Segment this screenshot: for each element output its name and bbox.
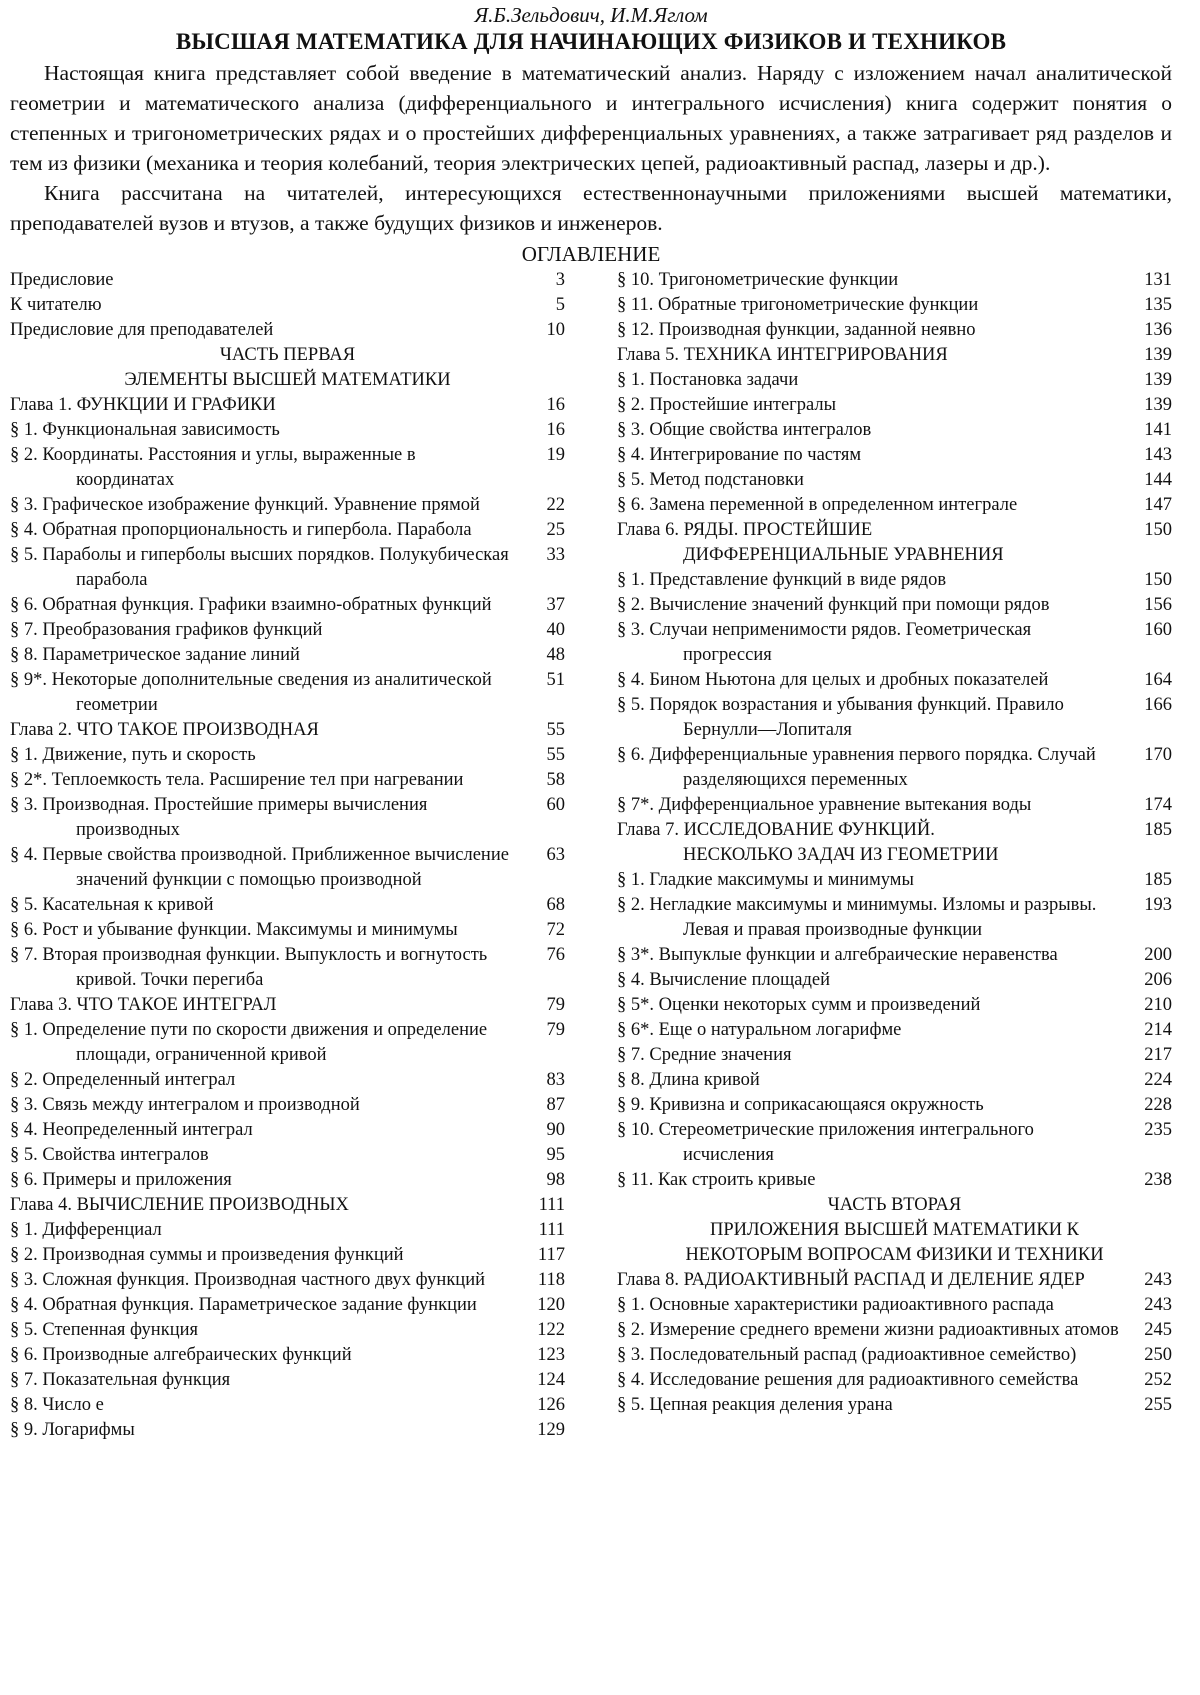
toc-entry-title: § 3. Сложная функция. Производная частного двух функций [10,1270,486,1290]
toc-entry-page: 16 [546,395,565,415]
toc-entry-page: 217 [1144,1045,1172,1065]
toc-entry-page: 243 [1144,1270,1172,1290]
toc-entry-page: 51 [546,670,565,690]
toc-entry[interactable] [10,943,565,993]
toc-entry[interactable] [10,1368,565,1393]
toc-entry-page: 144 [1144,470,1172,490]
book-title: ВЫСШАЯ МАТЕМАТИКА ДЛЯ НАЧИНАЮЩИХ ФИЗИКОВ И ТЕХНИКОВ [175,29,1007,54]
toc-columns [10,268,1172,1443]
toc-entry[interactable] [617,693,1172,743]
toc-entry-title: § 1. Определение пути по скорости движения и определение площади, ограниченной кривой [10,1020,488,1065]
toc-entry[interactable] [617,318,1172,343]
toc-entry-title: Предисловие [10,270,114,290]
toc-entry-title: § 3. Связь между интегралом и производной [10,1095,360,1115]
toc-entry-title: § 5. Цепная реакция деления урана [617,1395,893,1415]
toc-entry-title: § 1. Основные характеристики радиоактивного распада [617,1295,1054,1315]
toc-entry[interactable] [10,1393,565,1418]
toc-entry[interactable] [617,443,1172,468]
toc-entry-title: § 5. Степенная функция [10,1320,198,1340]
toc-entry-title: Глава 8. РАДИОАКТИВНЫЙ РАСПАД И ДЕЛЕНИЕ ЯДЕР [617,1270,1085,1290]
toc-entry[interactable] [617,618,1172,668]
toc-entry-page: 117 [537,1245,565,1265]
toc-entry-page: 156 [1144,595,1172,615]
toc-entry[interactable] [617,343,1172,368]
toc-entry-title: § 4. Бином Ньютона для целых и дробных показателей [617,670,1049,690]
toc-entry[interactable] [617,368,1172,393]
toc-entry[interactable] [617,1393,1172,1418]
toc-entry-page: 135 [1144,295,1172,315]
toc-entry[interactable] [617,993,1172,1018]
annotation-paragraph-1: Настоящая книга представляет собой введение в математический анализ. Наряду с изложением начал аналитической геометрии и математического анализа (дифференциального и интегрального исчисления) книга содержит понятия о степенных и тригонометрических рядах и о простейших дифференциальных уравнениях, а также затрагивает ряд разделов и тем из физики (механика и теория колебаний, теория электрических цепей, радиоактивный распад, лазеры и др.). [10,61,1172,175]
toc-entry[interactable] [10,618,565,643]
toc-entry[interactable] [617,1118,1172,1168]
toc-entry[interactable] [10,1243,565,1268]
toc-entry-page: 48 [546,645,565,665]
toc-entry-page: 139 [1144,395,1172,415]
toc-entry-title: § 6. Производные алгебраических функций [10,1345,352,1365]
toc-entry-page: 10 [546,320,565,340]
toc-entry-title: § 4. Неопределенный интеграл [10,1120,253,1140]
toc-entry[interactable] [10,718,565,743]
toc-entry-page: 55 [546,720,565,740]
toc-entry[interactable] [10,1143,565,1168]
toc-entry-page: 3 [555,270,565,290]
toc-entry-title: § 1. Дифференциал [10,1220,162,1240]
toc-entry-page: 250 [1144,1345,1172,1365]
toc-entry-page: 98 [546,1170,565,1190]
toc-heading: ОГЛАВЛЕНИЕ [521,242,661,266]
toc-entry-title: § 4. Обратная функция. Параметрическое задание функции [10,1295,477,1315]
toc-entry-title: § 9. Логарифмы [10,1420,135,1440]
toc-entry-title: § 12. Производная функции, заданной неявно [617,320,976,340]
toc-entry-title: § 6. Примеры и приложения [10,1170,232,1190]
toc-entry[interactable] [10,843,565,893]
toc-entry-title: § 11. Как строить кривые [617,1170,816,1190]
toc-entry-title: § 1. Движение, путь и скорость [10,745,256,765]
toc-entry-page: 131 [1144,270,1172,290]
toc-entry-page: 126 [537,1395,565,1415]
toc-entry-title: § 4. Вычисление площадей [617,970,831,990]
toc-entry-title: § 5. Свойства интегралов [10,1145,209,1165]
toc-entry-page: 252 [1144,1370,1172,1390]
toc-entry-page: 235 [1144,1120,1172,1140]
toc-entry-title: Глава 6. РЯДЫ. ПРОСТЕЙШИЕ [617,520,873,540]
toc-entry[interactable] [617,418,1172,443]
toc-entry[interactable] [617,493,1172,518]
toc-entry-page: 40 [546,620,565,640]
toc-entry-title: § 5. Касательная к кривой [10,895,214,915]
toc-entry-title: § 5. Метод подстановки [617,470,804,490]
toc-entry[interactable] [10,293,565,318]
toc-entry[interactable] [10,918,565,943]
toc-entry-title: § 6. Дифференциальные уравнения первого порядка. Случай разделяющихся переменных [617,745,1096,790]
toc-entry[interactable] [10,1268,565,1293]
toc-entry[interactable] [10,268,565,293]
toc-entry-page: 19 [546,445,565,465]
toc-entry-page: 122 [537,1320,565,1340]
toc-entry-page: 16 [546,420,565,440]
toc-entry-page: 228 [1144,1095,1172,1115]
toc-entry[interactable] [617,1043,1172,1068]
toc-entry-page: 120 [537,1295,565,1315]
toc-entry-page: 58 [546,770,565,790]
toc-entry-title: § 2*. Теплоемкость тела. Расширение тел при нагревании [10,770,464,790]
toc-entry-title: § 4. Интегрирование по частям [617,445,862,465]
toc-entry-title: § 4. Исследование решения для радиоактивного семейства [617,1370,1079,1390]
toc-entry[interactable] [10,1293,565,1318]
toc-part-heading: ЭЛЕМЕНТЫ ВЫСШЕЙ МАТЕМАТИКИ [124,370,451,390]
toc-entry-title: Глава 5. ТЕХНИКА ИНТЕГРИРОВАНИЯ [617,345,948,365]
toc-entry[interactable] [10,743,565,768]
toc-part-heading: НЕКОТОРЫМ ВОПРОСАМ ФИЗИКИ И ТЕХНИКИ [685,1245,1104,1265]
toc-entry-page: 87 [546,1095,565,1115]
toc-entry[interactable] [10,1068,565,1093]
toc-entry-page: 5 [555,295,565,315]
toc-entry[interactable] [10,1318,565,1343]
toc-entry-title: § 5. Параболы и гиперболы высших порядков. Полукубическая парабола [10,545,509,590]
toc-entry-page: 164 [1144,670,1172,690]
toc-entry-title: § 7. Преобразования графиков функций [10,620,323,640]
toc-entry-title: § 3. Последовательный распад (радиоактивное семейство) [617,1345,1077,1365]
toc-entry-title: § 5*. Оценки некоторых сумм и произведений [617,995,981,1015]
toc-entry[interactable] [10,1168,565,1193]
toc-entry-title: § 2. Производная суммы и произведения функций [10,1245,404,1265]
toc-entry[interactable] [617,268,1172,293]
toc-entry-page: 245 [1144,1320,1172,1340]
toc-entry[interactable] [617,518,1172,543]
toc-entry-page: 79 [546,1020,565,1040]
toc-entry[interactable] [10,1193,565,1218]
toc-entry[interactable] [10,593,565,618]
toc-entry[interactable] [617,943,1172,968]
toc-left-column [10,268,565,1443]
toc-entry-title: К читателю [10,295,102,315]
toc-entry-page: 129 [537,1420,565,1440]
toc-entry-page: 206 [1144,970,1172,990]
toc-entry[interactable] [10,1343,565,1368]
toc-entry-title: § 7. Показательная функция [10,1370,231,1390]
toc-entry-page: 79 [546,995,565,1015]
toc-entry[interactable] [617,1368,1172,1393]
toc-entry[interactable] [10,1118,565,1143]
toc-entry-page: 185 [1144,820,1172,840]
toc-entry[interactable] [617,1318,1172,1343]
toc-entry-title: § 4. Обратная пропорциональность и гипербола. Парабола [10,520,472,540]
toc-entry-title: § 11. Обратные тригонометрические функции [617,295,979,315]
toc-entry[interactable] [617,818,1172,843]
toc-entry-title: § 2. Измерение среднего времени жизни радиоактивных атомов [617,1320,1119,1340]
toc-entry-title: § 8. Параметрическое задание линий [10,645,300,665]
toc-entry-page: 210 [1144,995,1172,1015]
toc-entry-title: § 2. Определенный интеграл [10,1070,236,1090]
toc-entry[interactable] [10,443,565,493]
toc-entry[interactable] [10,1093,565,1118]
toc-entry[interactable] [617,393,1172,418]
toc-entry-page: 147 [1144,495,1172,515]
toc-entry-title: § 6*. Еще о натуральном логарифме [617,1020,902,1040]
toc-entry-page: 76 [546,945,565,965]
toc-entry[interactable] [617,1093,1172,1118]
toc-entry-page: 111 [538,1220,565,1240]
toc-entry[interactable] [617,668,1172,693]
toc-entry-page: 22 [546,495,565,515]
toc-entry[interactable] [617,793,1172,818]
toc-entry[interactable] [10,768,565,793]
toc-entry-page: 95 [546,1145,565,1165]
toc-entry[interactable] [617,868,1172,893]
toc-entry-title: § 2. Координаты. Расстояния и углы, выраженные в координатах [10,445,416,490]
toc-entry[interactable] [617,743,1172,793]
authors: Я.Б.Зельдович, И.М.Яглом [474,3,708,27]
toc-entry-title: Глава 1. ФУНКЦИИ И ГРАФИКИ [10,395,276,415]
toc-entry-title: § 8. Длина кривой [617,1070,760,1090]
toc-entry[interactable] [617,1343,1172,1368]
toc-entry-page: 150 [1144,570,1172,590]
toc-entry-page: 123 [537,1345,565,1365]
toc-entry-title: § 2. Негладкие максимумы и минимумы. Изломы и разрывы. Левая и правая производные функции [617,895,1097,940]
toc-entry-page: 68 [546,895,565,915]
toc-entry-title: § 7*. Дифференциальное уравнение вытекания воды [617,795,1032,815]
toc-entry-page: 37 [546,595,565,615]
toc-entry-page: 243 [1144,1295,1172,1315]
toc-entry-title: § 7. Средние значения [617,1045,792,1065]
toc-entry-title: § 10. Стереометрические приложения интегрального исчисления [617,1120,1034,1165]
toc-entry-page: 111 [538,1195,565,1215]
toc-entry-page: 166 [1144,695,1172,715]
toc-entry-page: 160 [1144,620,1172,640]
toc-entry[interactable] [617,1068,1172,1093]
toc-entry-title: § 6. Замена переменной в определенном интеграле [617,495,1018,515]
toc-entry[interactable] [10,893,565,918]
toc-entry-title: § 1. Представление функций в виде рядов [617,570,947,590]
toc-entry-title: Предисловие для преподавателей [10,320,274,340]
toc-entry-page: 174 [1144,795,1172,815]
toc-entry-page: 63 [546,845,565,865]
toc-entry[interactable] [617,293,1172,318]
toc-entry-title: § 9*. Некоторые дополнительные сведения из аналитической геометрии [10,670,492,715]
toc-entry-page: 72 [546,920,565,940]
toc-part-heading: ЧАСТЬ ВТОРАЯ [827,1195,962,1215]
toc-entry[interactable] [10,518,565,543]
toc-entry-page: 124 [537,1370,565,1390]
toc-entry-continuation: ДИФФЕРЕНЦИАЛЬНЫЕ УРАВНЕНИЯ [683,545,1004,565]
toc-entry-page: 255 [1144,1395,1172,1415]
toc-entry-title: § 2. Вычисление значений функций при помощи рядов [617,595,1050,615]
toc-part-heading: ЧАСТЬ ПЕРВАЯ [219,345,356,365]
toc-entry-page: 90 [546,1120,565,1140]
toc-entry[interactable] [10,393,565,418]
toc-entry-title: § 3. Случаи неприменимости рядов. Геометрическая прогрессия [617,620,1032,665]
toc-entry-title: § 4. Первые свойства производной. Приближенное вычисление значений функции с помощью производной [10,845,509,890]
toc-entry-title: § 1. Гладкие максимумы и минимумы [617,870,914,890]
toc-entry[interactable] [10,318,565,343]
toc-entry-title: § 3. Общие свойства интегралов [617,420,872,440]
toc-entry[interactable] [10,1018,565,1068]
toc-entry-page: 139 [1144,345,1172,365]
toc-entry-page: 170 [1144,745,1172,765]
toc-entry-page: 136 [1144,320,1172,340]
toc-entry-title: Глава 3. ЧТО ТАКОЕ ИНТЕГРАЛ [10,995,277,1015]
toc-entry-page: 25 [546,520,565,540]
toc-entry[interactable] [617,1268,1172,1293]
annotation-paragraph-2: Книга рассчитана на читателей, интересующихся естественнонаучными приложениями высшей математики, преподавателей вузов и втузов, а также будущих физиков и инженеров. [10,181,1172,235]
toc-entry[interactable] [10,418,565,443]
toc-entry-page: 143 [1144,445,1172,465]
toc-entry-title: Глава 4. ВЫЧИСЛЕНИЕ ПРОИЗВОДНЫХ [10,1195,349,1215]
toc-entry-title: § 1. Функциональная зависимость [10,420,280,440]
toc-entry-page: 193 [1144,895,1172,915]
toc-entry[interactable] [617,968,1172,993]
toc-entry-title: § 8. Число е [10,1395,104,1415]
toc-entry-page: 33 [546,545,565,565]
toc-entry-page: 214 [1144,1020,1172,1040]
toc-entry-title: § 7. Вторая производная функции. Выпуклость и вогнутость кривой. Точки перегиба [10,945,488,990]
toc-entry[interactable] [10,1418,565,1443]
toc-right-column [617,268,1172,1443]
toc-entry-title: § 9. Кривизна и соприкасающаяся окружность [617,1095,984,1115]
toc-entry[interactable] [10,793,565,843]
toc-entry-page: 224 [1144,1070,1172,1090]
toc-entry-title: § 10. Тригонометрические функции [617,270,899,290]
toc-entry-page: 118 [537,1270,565,1290]
toc-entry-page: 238 [1144,1170,1172,1190]
toc-entry[interactable] [10,643,565,668]
toc-entry-page: 185 [1144,870,1172,890]
toc-entry[interactable] [617,1293,1172,1318]
toc-entry[interactable] [10,543,565,593]
toc-entry-title: § 2. Простейшие интегралы [617,395,837,415]
toc-entry[interactable] [617,468,1172,493]
toc-entry-title: Глава 2. ЧТО ТАКОЕ ПРОИЗВОДНАЯ [10,720,319,740]
toc-entry-page: 83 [546,1070,565,1090]
toc-entry-page: 200 [1144,945,1172,965]
toc-entry-continuation: НЕСКОЛЬКО ЗАДАЧ ИЗ ГЕОМЕТРИИ [683,845,999,865]
toc-entry[interactable] [10,993,565,1018]
toc-entry[interactable] [617,893,1172,943]
toc-entry[interactable] [617,593,1172,618]
toc-entry-page: 141 [1144,420,1172,440]
toc-entry[interactable] [10,1218,565,1243]
toc-part-heading: ПРИЛОЖЕНИЯ ВЫСШЕЙ МАТЕМАТИКИ К [709,1220,1080,1240]
toc-entry-title: § 3. Графическое изображение функций. Уравнение прямой [10,495,480,515]
toc-entry-title: § 5. Порядок возрастания и убывания функций. Правило Бернулли—Лопиталя [617,695,1064,740]
toc-entry-title: § 1. Постановка задачи [617,370,799,390]
toc-entry-title: Глава 7. ИССЛЕДОВАНИЕ ФУНКЦИЙ. [617,820,935,840]
toc-entry[interactable] [617,1168,1172,1193]
toc-entry-page: 139 [1144,370,1172,390]
toc-entry-page: 150 [1144,520,1172,540]
toc-entry[interactable] [10,668,565,718]
toc-entry-page: 60 [546,795,565,815]
toc-entry-title: § 6. Рост и убывание функции. Максимумы и минимумы [10,920,458,940]
toc-entry-title: § 6. Обратная функция. Графики взаимно-обратных функций [10,595,492,615]
toc-entry[interactable] [617,1018,1172,1043]
toc-entry[interactable] [10,493,565,518]
toc-entry-title: § 3*. Выпуклые функции и алгебраические неравенства [617,945,1058,965]
toc-entry-title: § 3. Производная. Простейшие примеры вычисления производных [10,795,428,840]
toc-entry[interactable] [617,568,1172,593]
toc-entry-page: 55 [546,745,565,765]
